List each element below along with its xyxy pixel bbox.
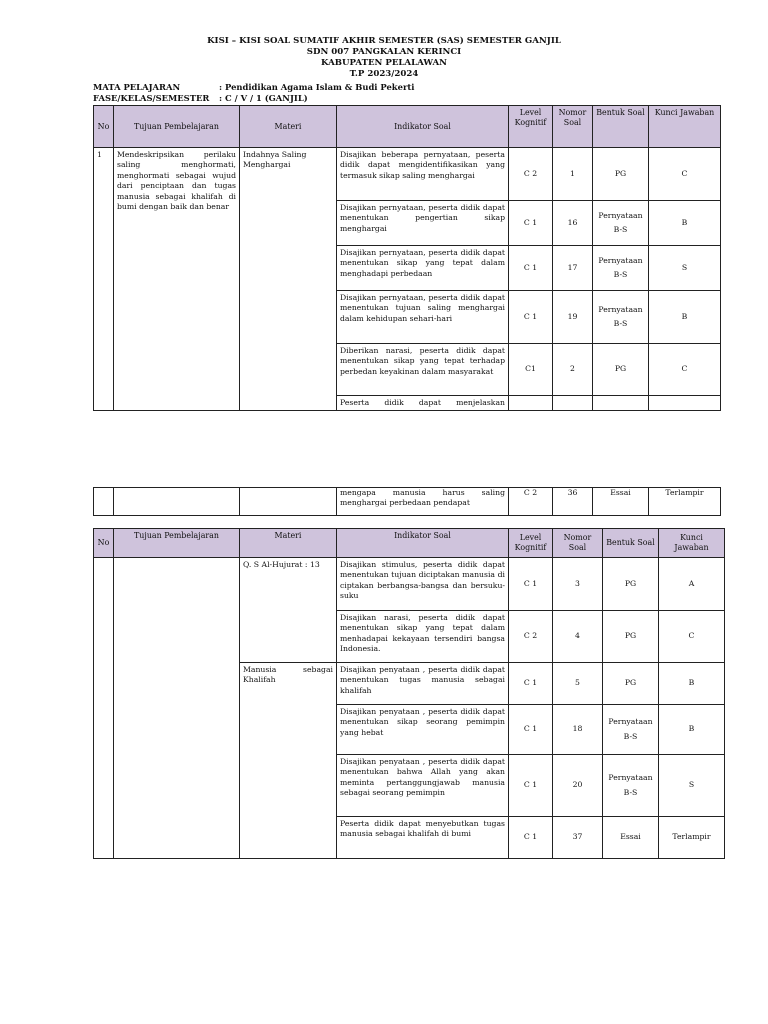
col-header-materi: Materi bbox=[240, 529, 337, 558]
question-type bbox=[593, 246, 649, 291]
phase-label: FASE/KELAS/SEMESTER bbox=[93, 93, 210, 103]
grid-table-2 bbox=[93, 487, 721, 516]
material: Q. S Al-Hujurat : 13 bbox=[240, 558, 337, 663]
col-header-bentuk: Bentuk Soal bbox=[593, 106, 649, 148]
question-type: PG bbox=[603, 663, 659, 705]
question-type-main: Pernyataan bbox=[598, 304, 643, 314]
cognitive-level: C 2 bbox=[509, 488, 553, 516]
answer-key: S bbox=[649, 246, 721, 291]
question-number: 5 bbox=[553, 663, 603, 705]
col-header-kunci: Kunci Jawaban bbox=[649, 106, 721, 148]
answer-key: B bbox=[659, 705, 725, 755]
answer-key: B bbox=[659, 663, 725, 705]
question-type-sub: B-S bbox=[623, 787, 638, 797]
col-header-materi: Materi bbox=[240, 106, 337, 148]
document-title bbox=[0, 36, 768, 80]
material: Manusia sebagai Khalifah bbox=[240, 663, 337, 859]
col-header-nomor: Nomor Soal bbox=[553, 529, 603, 558]
grid-table-3 bbox=[93, 528, 725, 859]
question-number: 20 bbox=[553, 755, 603, 817]
indicator: Disajikan beberapa pernyataan, peserta didik dapat mengidentifikasikan yang termasuk sikap saling menghargai bbox=[337, 148, 509, 201]
indicator: Disajikan penyataan , peserta didik dapat menentukan sikap seorang pemimpin yang hebat bbox=[337, 705, 509, 755]
table-row bbox=[94, 558, 725, 611]
phase-value: : C / V / 1 (GANJIL) bbox=[219, 93, 308, 103]
col-header-kunci: Kunci Jawaban bbox=[659, 529, 725, 558]
question-number: 2 bbox=[553, 344, 593, 396]
learning-objective bbox=[114, 558, 240, 859]
indicator: Disajikan pernyataan, peserta didik dapat menentukan pengertian sikap menghargai bbox=[337, 201, 509, 246]
question-type-main: Pernyataan bbox=[608, 717, 653, 727]
title-line-2: SDN 007 PANGKALAN KERINCI bbox=[306, 47, 462, 57]
question-type-sub: B-S bbox=[613, 225, 628, 234]
indicator: Disajikan pernyataan, peserta didik dapat menentukan tujuan saling menghargai dalam kehidupan sehari-hari bbox=[337, 291, 509, 344]
indicator: Disajikan narasi, peserta didik dapat menentukan sikap yang tepat dalam menhadapai kekayaan tersendiri bangsa Indonesia. bbox=[337, 611, 509, 663]
cognitive-level: C 1 bbox=[509, 291, 553, 344]
cognitive-level: C1 bbox=[509, 344, 553, 396]
subject-info bbox=[93, 82, 414, 104]
row-number: 1 bbox=[94, 148, 114, 411]
indicator: Disajikan stimulus, peserta didik dapat menentukan tujuan diciptakan manusia di ciptakan berbangsa-bangsa dan bersuku-suku bbox=[337, 558, 509, 611]
cognitive-level: C 1 bbox=[509, 705, 553, 755]
table-row bbox=[94, 148, 721, 201]
question-type: PG bbox=[593, 344, 649, 396]
title-line-4: T.P 2023/2024 bbox=[349, 69, 419, 79]
question-type-main: Pernyataan bbox=[598, 255, 643, 265]
cognitive-level: C 2 bbox=[509, 611, 553, 663]
question-number: 1 bbox=[553, 148, 593, 201]
answer-key: S bbox=[659, 755, 725, 817]
col-header-indikator: Indikator Soal bbox=[337, 106, 509, 148]
learning-objective: Mendeskripsikan perilaku saling menghormati, menghormati sebagai wujud dari penciptaan dan tugas manusia sebagai khalifah di bumi dengan baik dan benar bbox=[114, 148, 240, 411]
question-type: PG bbox=[603, 611, 659, 663]
question-number: 17 bbox=[553, 246, 593, 291]
title-line-3: KABUPATEN PELALAWAN bbox=[320, 58, 447, 68]
cognitive-level: C 1 bbox=[509, 201, 553, 246]
col-header-tujuan: Tujuan Pembelajaran bbox=[114, 106, 240, 148]
cognitive-level: C 1 bbox=[509, 558, 553, 611]
indicator: Diberikan narasi, peserta didik dapat menentukan sikap yang tepat terhadap perbedan keyakinan dalam masyarakat bbox=[337, 344, 509, 396]
col-header-bentuk: Bentuk Soal bbox=[603, 529, 659, 558]
indicator: Peserta didik dapat menyebutkan tugas manusia sebagai khalifah di bumi bbox=[337, 817, 509, 859]
question-type bbox=[603, 755, 659, 817]
material bbox=[240, 488, 337, 516]
table-row bbox=[94, 488, 721, 516]
col-header-no: No bbox=[94, 529, 114, 558]
indicator: Disajikan pernyataan, peserta didik dapat menentukan sikap yang tepat dalam menghadapi perbedaan bbox=[337, 246, 509, 291]
material: Indahnya Saling Menghargai bbox=[240, 148, 337, 411]
subject-label: MATA PELAJARAN bbox=[93, 82, 181, 92]
title-line-1: KISI – KISI SOAL SUMATIF AKHIR SEMESTER (SAS) SEMESTER GANJIL bbox=[207, 36, 561, 46]
question-type-main: Pernyataan bbox=[608, 773, 653, 783]
col-header-nomor: Nomor Soal bbox=[553, 106, 593, 148]
question-type bbox=[593, 201, 649, 246]
table-header-row bbox=[94, 106, 721, 148]
question-type-sub: B-S bbox=[613, 270, 628, 279]
col-header-indikator: Indikator Soal bbox=[337, 529, 509, 558]
answer-key: A bbox=[659, 558, 725, 611]
question-type-main: Pernyataan bbox=[598, 210, 643, 220]
question-type bbox=[593, 396, 649, 411]
indicator: Peserta didik dapat menjelaskan bbox=[337, 396, 509, 411]
cognitive-level: C 1 bbox=[509, 755, 553, 817]
row-number bbox=[94, 558, 114, 859]
answer-key bbox=[649, 396, 721, 411]
question-number: 19 bbox=[553, 291, 593, 344]
indicator: Disajikan penyataan , peserta didik dapat menentukan tugas manusia sebagai khalifah bbox=[337, 663, 509, 705]
row-number bbox=[94, 488, 114, 516]
indicator: Disajikan penyataan , peserta didik dapat menentukan bahwa Allah yang akan meminta pertanggungjawab manusia sebagai seorang pemimpin bbox=[337, 755, 509, 817]
question-type bbox=[603, 705, 659, 755]
col-header-tujuan: Tujuan Pembelajaran bbox=[114, 529, 240, 558]
question-type: Essai bbox=[603, 817, 659, 859]
answer-key: C bbox=[659, 611, 725, 663]
answer-key: B bbox=[649, 201, 721, 246]
question-number: 3 bbox=[553, 558, 603, 611]
subject-value: : Pendidikan Agama Islam & Budi Pekerti bbox=[219, 82, 415, 92]
cognitive-level: C 1 bbox=[509, 817, 553, 859]
cognitive-level: C 1 bbox=[509, 246, 553, 291]
answer-key: C bbox=[649, 344, 721, 396]
question-number: 16 bbox=[553, 201, 593, 246]
cognitive-level: C 1 bbox=[509, 663, 553, 705]
question-number bbox=[553, 396, 593, 411]
question-type-sub: B-S bbox=[613, 319, 628, 328]
learning-objective bbox=[114, 488, 240, 516]
cognitive-level: C 2 bbox=[509, 148, 553, 201]
question-number: 18 bbox=[553, 705, 603, 755]
answer-key: Terlampir bbox=[649, 488, 721, 516]
question-type-sub: B-S bbox=[623, 731, 638, 741]
answer-key: B bbox=[649, 291, 721, 344]
question-type bbox=[593, 291, 649, 344]
question-type: Essai bbox=[593, 488, 649, 516]
col-header-level: Level Kognitif bbox=[509, 529, 553, 558]
table-header-row bbox=[94, 529, 725, 558]
question-type: PG bbox=[603, 558, 659, 611]
answer-key: Terlampir bbox=[659, 817, 725, 859]
col-header-no: No bbox=[94, 106, 114, 148]
grid-table-1 bbox=[93, 105, 721, 411]
col-header-level: Level Kognitif bbox=[509, 106, 553, 148]
question-type: PG bbox=[593, 148, 649, 201]
cognitive-level bbox=[509, 396, 553, 411]
indicator: mengapa manusia harus saling menghargai perbedaan pendapat bbox=[337, 488, 509, 516]
question-number: 36 bbox=[553, 488, 593, 516]
question-number: 4 bbox=[553, 611, 603, 663]
answer-key: C bbox=[649, 148, 721, 201]
question-number: 37 bbox=[553, 817, 603, 859]
